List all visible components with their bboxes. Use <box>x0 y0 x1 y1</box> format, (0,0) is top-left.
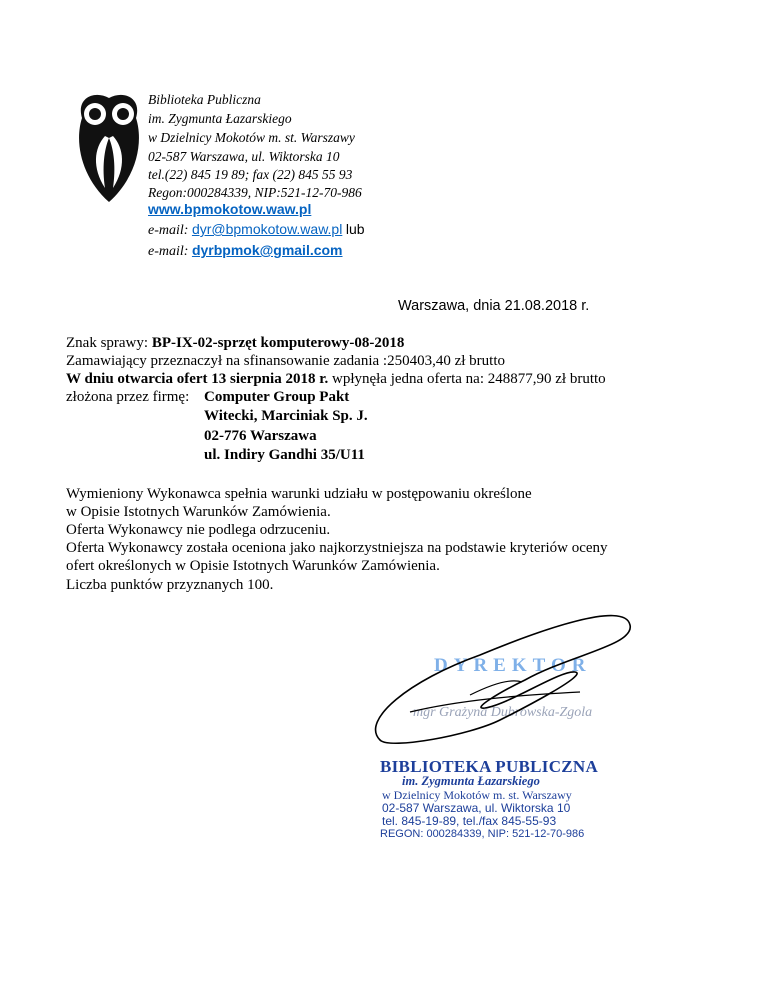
director-title: DYREKTOR <box>434 655 592 676</box>
email-row-1 <box>148 221 365 239</box>
paragraph-line: Liczba punktów przyznanych 100. <box>66 577 274 593</box>
paragraph-line: Oferta Wykonawcy została oceniona jako najkorzystniejsza na podstawie kryteriów oceny <box>66 540 608 556</box>
case-prefix: Znak sprawy: <box>66 335 149 351</box>
company-street: ul. Indiry Gandhi 35/U11 <box>204 447 365 463</box>
letterhead-line: Biblioteka Publiczna <box>148 92 261 107</box>
website-link[interactable]: www.bpmokotow.waw.pl <box>148 201 312 217</box>
stamp-line: REGON: 000284339, NIP: 521-12-70-986 <box>380 828 585 840</box>
paragraph-line: w Opisie Istotnych Warunków Zamówienia. <box>66 504 331 520</box>
date-line: Warszawa, dnia 21.08.2018 r. <box>398 298 590 314</box>
paragraph-line: ofert określonych w Opisie Istotnych Warunków Zamówienia. <box>66 558 440 574</box>
company-city: 02-776 Warszawa <box>204 428 317 444</box>
offer-amount: wpłynęła jedna oferta na: 248877,90 zł brutto <box>328 371 606 387</box>
stamp-line: w Dzielnicy Mokotów m. st. Warszawy <box>382 788 572 802</box>
stamp-line: im. Zygmunta Łazarskiego <box>402 774 540 788</box>
letterhead-line: Regon:000284339, NIP:521-12-70-986 <box>148 185 362 200</box>
company-partners: Witecki, Marciniak Sp. J. <box>204 408 368 424</box>
submitted-by-label: złożona przez firmę: <box>66 389 190 405</box>
stamp-line: 02-587 Warszawa, ul. Wiktorska 10 <box>382 801 571 815</box>
company-name: Computer Group Pakt <box>204 389 350 405</box>
case-value: BP-IX-02-sprzęt komputerowy-08-2018 <box>151 335 405 351</box>
email-label: e-mail: <box>148 244 189 259</box>
letterhead-line: 02-587 Warszawa, ul. Wiktorska 10 <box>148 149 340 164</box>
budget-line: Zamawiający przeznaczył na sfinansowanie zadania :250403,40 zł brutto <box>66 353 505 369</box>
email-row-2 <box>148 242 343 260</box>
case-reference <box>66 334 404 352</box>
letterhead-line: im. Zygmunta Łazarskiego <box>148 111 292 126</box>
stamp-title: BIBLIOTEKA PUBLICZNA <box>380 757 599 776</box>
website-link-row <box>148 201 311 217</box>
offer-line <box>66 370 606 388</box>
letterhead-line: tel.(22) 845 19 89; fax (22) 845 55 93 <box>148 167 353 182</box>
email-link-2[interactable]: dyrbpmok@gmail.com <box>191 242 343 258</box>
stamp-line: tel. 845-19-89, tel./fax 845-55-93 <box>382 814 557 828</box>
offer-date: W dniu otwarcia ofert 13 sierpnia 2018 r. <box>66 371 329 387</box>
email-label: e-mail: <box>148 223 189 238</box>
email-link-1[interactable]: dyr@bpmokotow.waw.pl <box>191 221 343 237</box>
director-name: mgr Grażyna Dubrowska-Zgola <box>413 705 593 720</box>
paragraph-line: Oferta Wykonawcy nie podlega odrzuceniu. <box>66 522 331 538</box>
handwritten-signature <box>350 600 650 760</box>
letterhead-line: w Dzielnicy Mokotów m. st. Warszawy <box>148 130 355 145</box>
paragraph-line: Wymieniony Wykonawca spełnia warunki udziału w postępowaniu określone <box>66 486 532 502</box>
library-owl-logo <box>74 88 144 204</box>
email-suffix: lub <box>345 221 365 237</box>
